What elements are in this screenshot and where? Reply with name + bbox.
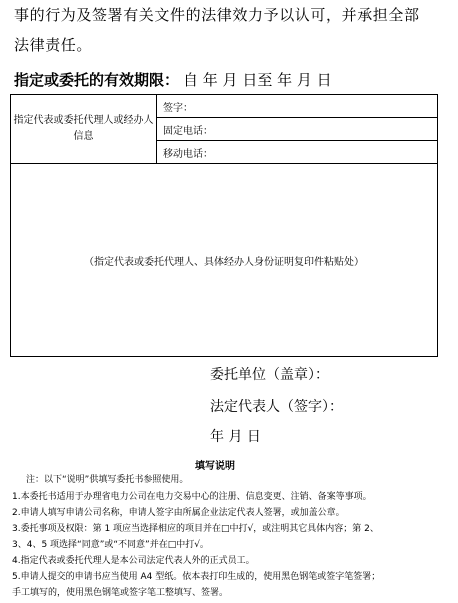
agent-info-label: 指定代表或委托代理人或经办人信息 <box>11 95 157 164</box>
note-item: 3、4、5 项选择“同意”或“不同意”并在□中打√。 <box>12 540 209 550</box>
id-copy-paste-area: （指定代表或委托代理人、具体经办人身份证明复印件粘贴处） <box>11 164 438 357</box>
validity-value: 自 年 月 日至 年 月 日 <box>183 71 332 89</box>
signature-date: 年 月 日 <box>210 429 261 445</box>
note-item: 1.本委托书适用于办理省电力公司在电力交易中心的注册、信息变更、注销、备案等事项。 <box>12 492 372 502</box>
agent-info-table <box>10 94 438 357</box>
intro-line-1: 事的行为及签署有关文件的法律效力予以认可，并承担全部 <box>14 6 420 24</box>
validity-label: 指定或委托的有效期限： <box>14 71 180 89</box>
note-item: 3.委托事项及权限：第 1 项应当选择相应的项目并在□中打√，或注明其它具体内容；第 2、 <box>12 524 379 534</box>
legal-rep-signature: 法定代表人（签字）： <box>210 399 343 415</box>
notes-title: 填写说明 <box>195 461 235 472</box>
notes-intro: 注：以下“说明”供填写委托书参照使用。 <box>26 475 189 485</box>
note-item: 2.申请人填写申请公司名称，申请人签字由所属企业法定代表人签署，或加盖公章。 <box>12 508 345 518</box>
intro-line-2: 法律责任。 <box>14 36 93 54</box>
landline-field[interactable]: 固定电话： <box>157 118 438 141</box>
note-item: 手工填写的，使用黑色钢笔或签字笔工整填写、签署。 <box>12 588 229 598</box>
entrusting-unit-seal: 委托单位（盖章）： <box>210 367 329 383</box>
note-item: 5.申请人提交的申请书应当使用 A4 型纸。依本表打印生成的，使用黑色钢笔或签字笔签署； <box>12 572 381 582</box>
validity-period <box>14 69 332 90</box>
signature-field[interactable]: 签字： <box>157 95 438 118</box>
note-item: 4.指定代表或委托代理人是本公司法定代表人外的正式员工。 <box>12 556 255 566</box>
mobile-field[interactable]: 移动电话： <box>157 141 438 164</box>
